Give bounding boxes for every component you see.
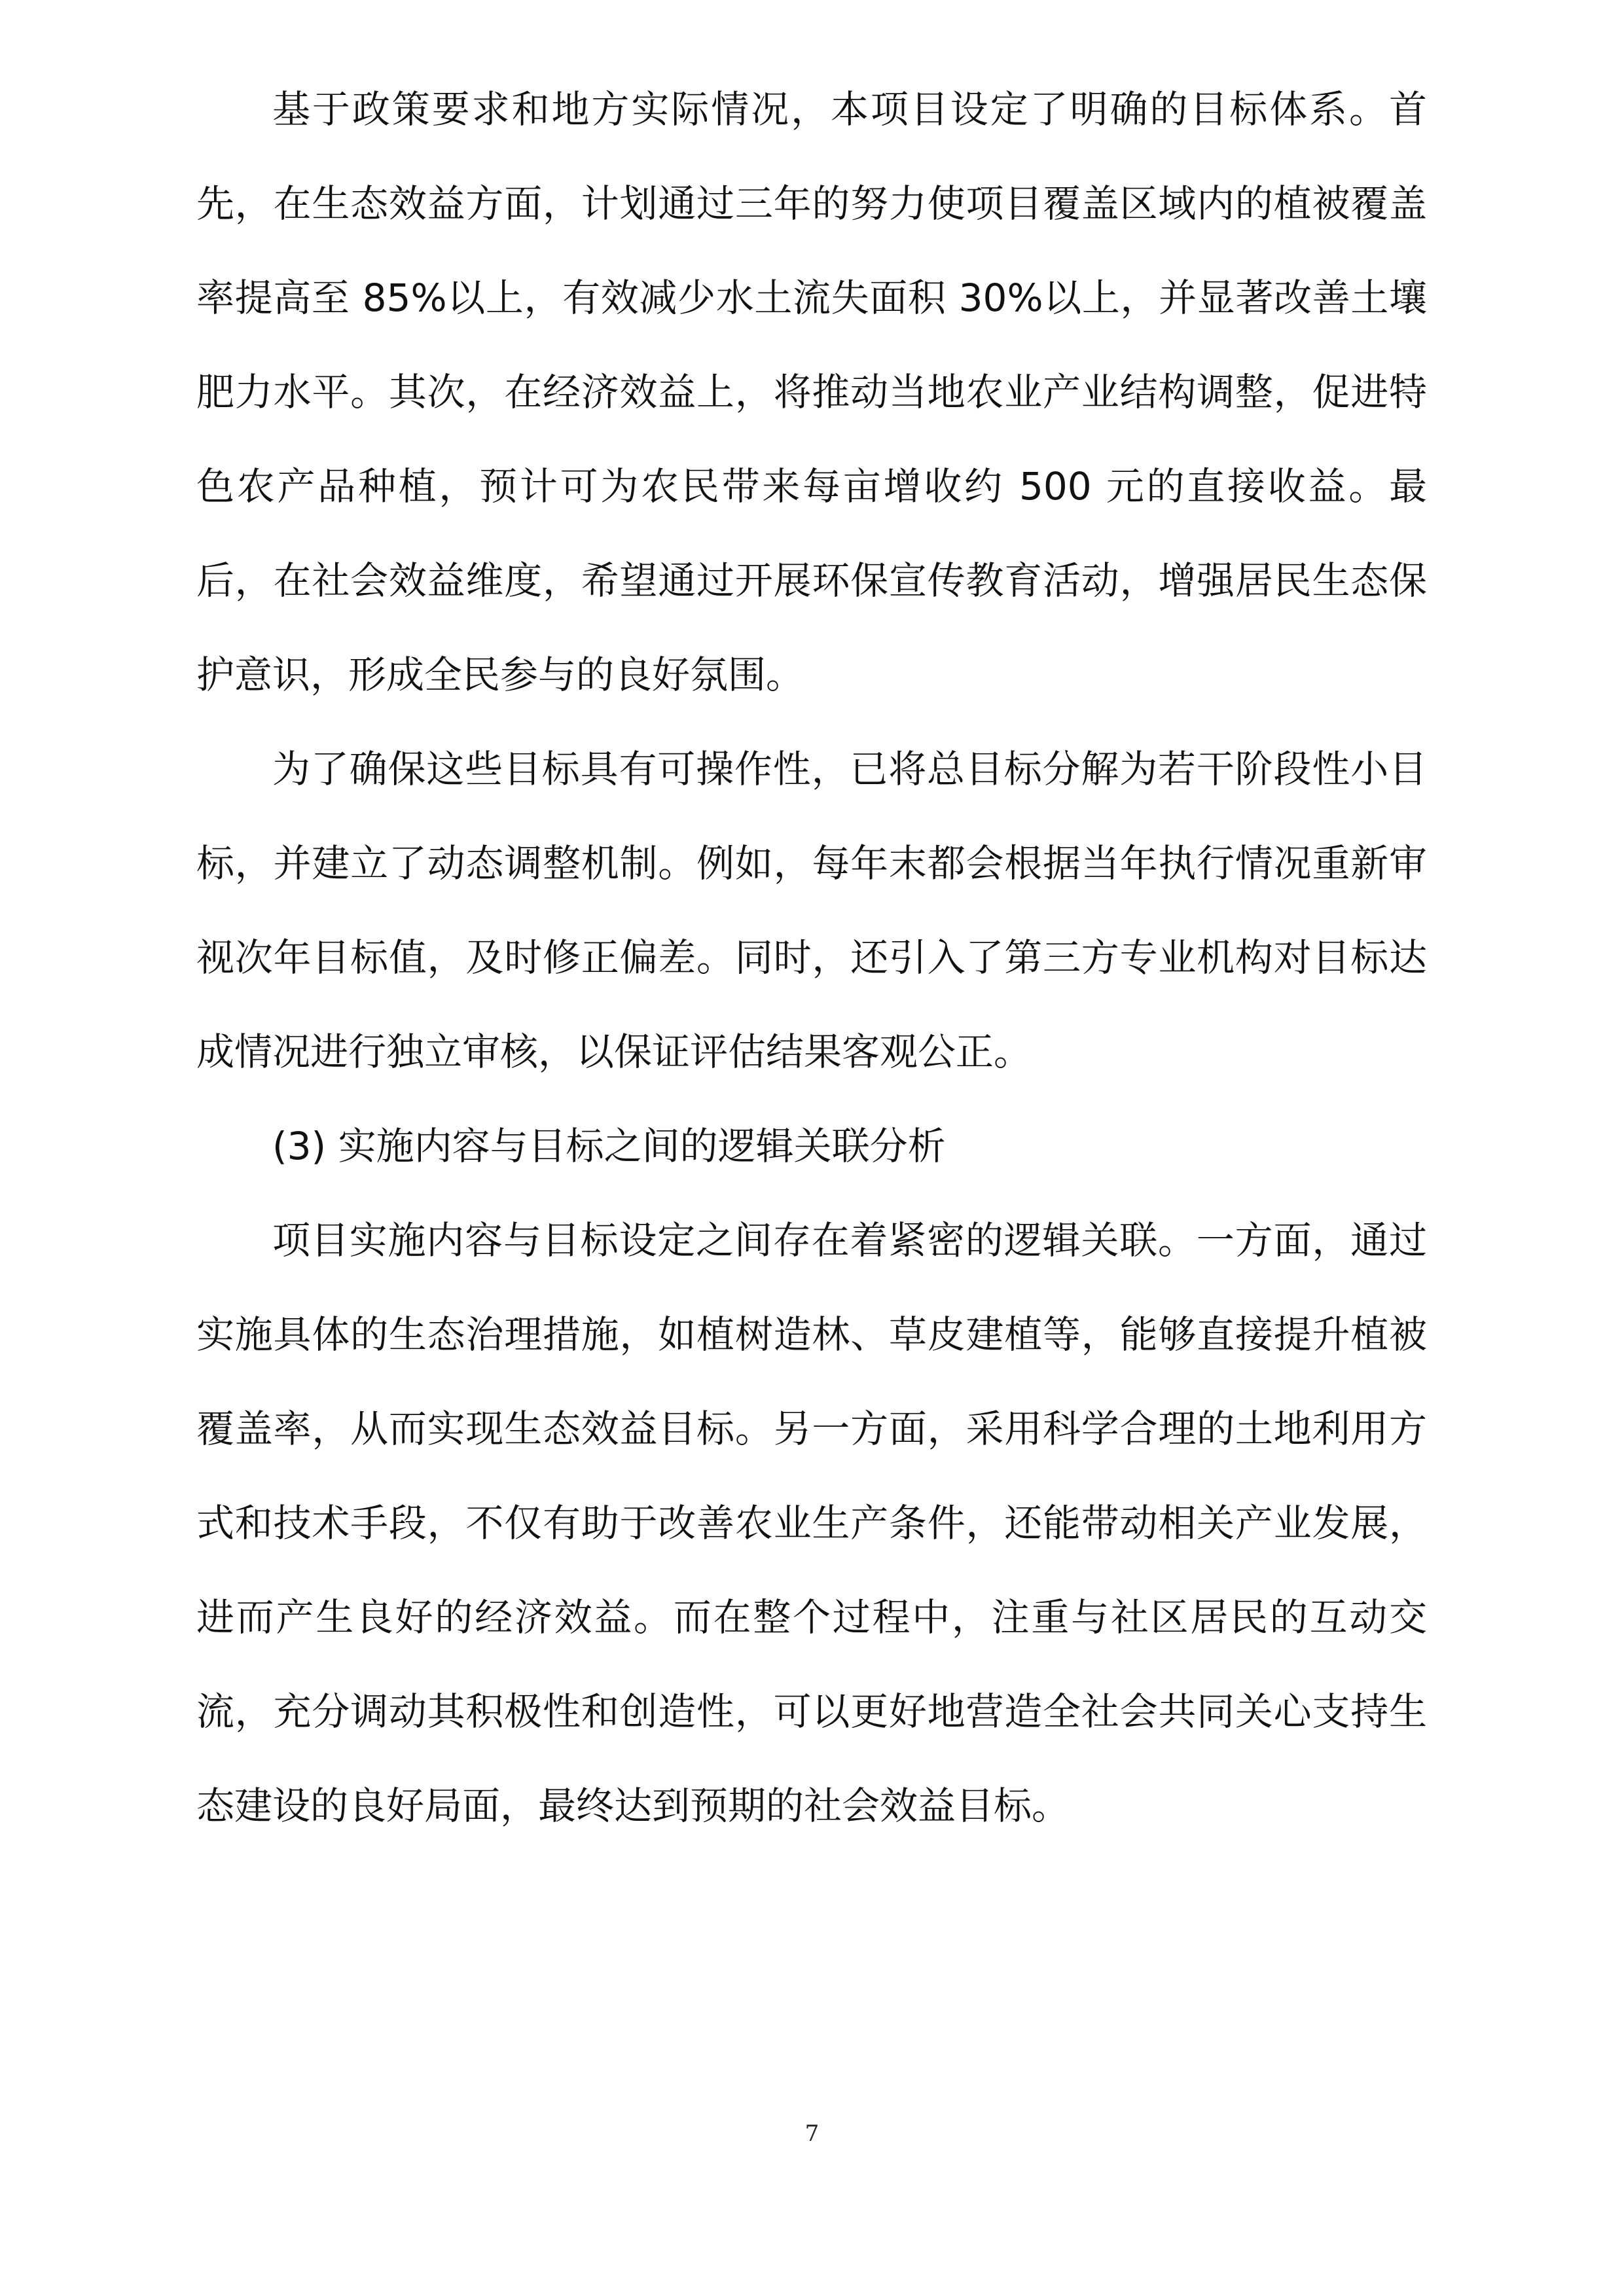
paragraph-target-system: 基于政策要求和地方实际情况，本项目设定了明确的目标体系。首先，在生态效益方面，计划通过三年的努力使项目覆盖区域内的植被覆盖率提高至 85%以上，有效减少水土流失面积 30%以上，并显著改善土壤肥力水平。其次，在经济效益上，将推动当地农业产业结构调整，促进特色农产品种植，预计可为农民带来每亩增收约 500 元的直接收益。最后，在社会效益维度，希望通过开展环保宣传教育活动，增强居民生态保护意识，形成全民参与的良好氛围。: [196, 87, 1427, 697]
document-body: [196, 62, 1427, 1853]
paragraph-target-decomposition: 为了确保这些目标具有可操作性，已将总目标分解为若干阶段性小目标，并建立了动态调整机制。例如，每年末都会根据当年执行情况重新审视次年目标值，及时修正偏差。同时，还引入了第三方专业机构对目标达成情况进行独立审核，以保证评估结果客观公正。: [196, 747, 1427, 1074]
section-heading: (3) 实施内容与目标之间的逻辑关联分析: [272, 1124, 946, 1168]
page-number: 7: [804, 2121, 820, 2147]
paragraph-logic-analysis: 项目实施内容与目标设定之间存在着紧密的逻辑关联。一方面，通过实施具体的生态治理措施，如植树造林、草皮建植等，能够直接提升植被覆盖率，从而实现生态效益目标。另一方面，采用科学合理的土地利用方式和技术手段，不仅有助于改善农业生产条件，还能带动相关产业发展，进而产生良好的经济效益。而在整个过程中，注重与社区居民的互动交流，充分调动其积极性和创造性，可以更好地营造全社会共同关心支持生态建设的良好局面，最终达到预期的社会效益目标。: [196, 1218, 1427, 1828]
